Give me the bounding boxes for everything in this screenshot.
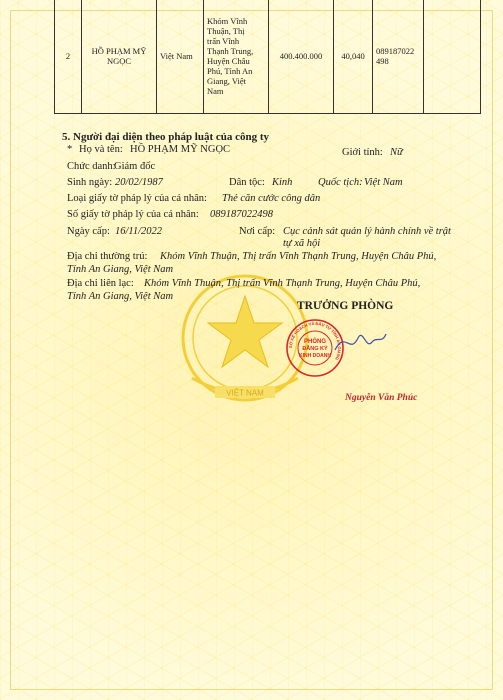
cell-capital: 400.400.000 <box>269 0 334 114</box>
name-label: Họ và tên: <box>79 144 123 155</box>
table-row <box>55 0 481 114</box>
title-label: Chức danh: <box>67 161 116 172</box>
cell-address: Khóm Vĩnh Thuận, Thị trấn Vĩnh Thạnh Trung, Huyện Châu Phú, Tỉnh An Giang, Việt Nam <box>204 0 269 114</box>
stamp-ring-text: SỞ KẾ HOẠCH VÀ ĐẦU TƯ TỈNH AN GIANG <box>287 320 343 361</box>
emblem-label: VIỆT NAM <box>226 388 264 398</box>
doc-no-label: Số giấy tờ pháp lý của cá nhân: <box>67 209 199 220</box>
star-marker: * <box>67 144 73 155</box>
ethnic-value: Kinh <box>272 177 293 188</box>
issue-place-label: Nơi cấp: <box>239 226 276 237</box>
dob-label: Sinh ngày: <box>67 177 113 188</box>
nationality-value: Việt Nam <box>364 177 403 188</box>
title-value: Giám đốc <box>114 161 156 172</box>
stamp-line-3: KINH DOANH <box>299 353 331 359</box>
stamp-line-2: ĐĂNG KÝ <box>302 346 328 352</box>
issue-place-value-cont: tự xã hội <box>283 238 321 249</box>
doc-no-value: 089187022498 <box>210 209 273 220</box>
issue-date-label: Ngày cấp: <box>67 226 110 237</box>
gender-value: Nữ <box>390 147 403 158</box>
cell-empty <box>424 0 481 114</box>
doc-type-value: Thẻ căn cước công dân <box>222 193 321 204</box>
contact-addr-value-cont: Tỉnh An Giang, Việt Nam <box>67 291 174 302</box>
issue-date-value: 16/11/2022 <box>115 226 163 237</box>
perm-addr-value-cont: Tỉnh An Giang, Việt Nam <box>67 264 174 275</box>
cell-nationality: Việt Nam <box>157 0 204 114</box>
cell-no: 2 <box>55 0 82 114</box>
doc-type-label: Loại giấy tờ pháp lý của cá nhân: <box>67 193 207 204</box>
stamp-line-1: PHÒNG <box>303 339 327 345</box>
perm-addr-label: Địa chỉ thường trú: <box>67 251 148 262</box>
cell-name: HỒ PHẠM MỸ NGỌC <box>82 0 157 114</box>
cell-ratio: 40,040 <box>334 0 373 114</box>
name-value: HỒ PHẠM MỸ NGỌC <box>130 144 231 155</box>
section-heading: 5. Người đại diện theo pháp luật của công ty <box>62 131 270 143</box>
issue-place-value: Cục cảnh sát quản lý hành chính về trật <box>283 226 451 237</box>
members-table <box>54 0 481 114</box>
signer-name: Nguyễn Văn Phúc <box>345 393 418 403</box>
contact-addr-value: Khóm Vĩnh Thuận, Thị trấn Vĩnh Thạnh Trung, Huyện Châu Phú, <box>144 278 421 289</box>
signature-title: TRƯỞNG PHÒNG <box>297 300 394 312</box>
ethnic-label: Dân tộc: <box>229 177 265 188</box>
contact-addr-label: Địa chỉ liên lạc: <box>67 278 134 289</box>
gender-label: Giới tính: <box>342 147 383 158</box>
handwritten-signature-mark <box>330 320 390 360</box>
dob-value: 20/02/1987 <box>115 177 163 188</box>
cell-id: 089187022 498 <box>373 0 424 114</box>
perm-addr-value: Khóm Vĩnh Thuận, Thị trấn Vĩnh Thạnh Trung, Huyện Châu Phú, <box>160 251 437 262</box>
nationality-label: Quốc tịch: <box>318 177 363 188</box>
